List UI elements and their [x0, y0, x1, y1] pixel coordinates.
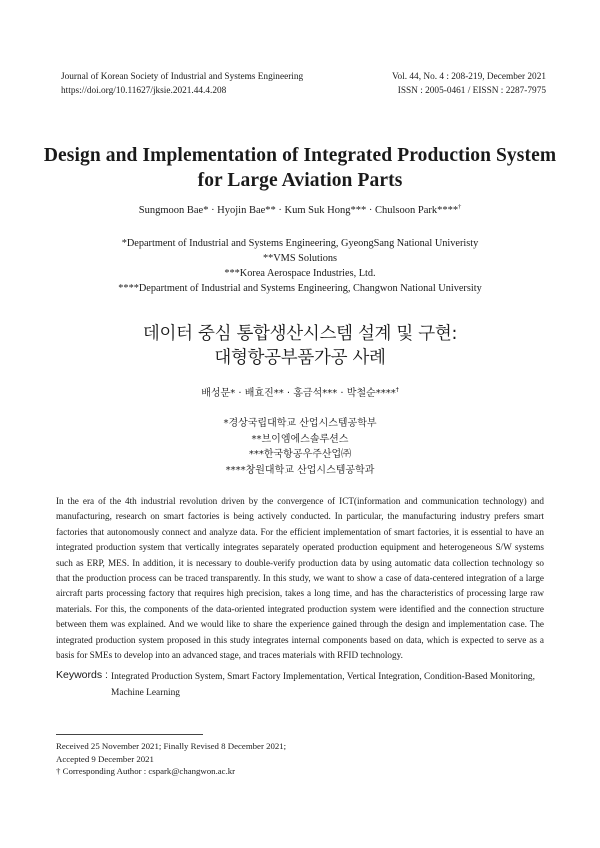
received-date: Received 25 November 2021; Finally Revised 8 December 2021; [56, 741, 287, 751]
abstract-text: In the era of the 4th industrial revolution driven by the convergence of ICT(information and communication technology) and manufacturing, research on smart factories is being actively conducted. In particular, the manufacturing industry prefers smart factories that autonomously connect and analyze data. For the efficient implementation of smart factories, it is essential to have an integrated production system that vertically integrates separately operated production equipment and heterogeneous S/W systems such as ERP, MES. In addition, it is necessary to double-verify production data by using automatic data collection technology so that the production process can be traced transparently. In this study, we want to show a case of data-centered integration of a large aircraft parts processing factory that requires high precision, takes a long time, and has the characteristics of processing large raw materials. For this, the components of the data-oriented integrated production system were identified and the connection structure between them was explained. And we would like to share the experience gained through the design and implementation case. The integrated production system proposed in this study integrates internal components based on data, which is expected to serve as a basis for SMEs to develop into an advanced stage, and traces materials with RFID technology. [56, 496, 544, 661]
corresponding-author: † Corresponding Author : cspark@changwon.ac.kr [56, 766, 236, 777]
footnote-divider [56, 734, 203, 735]
affiliation-en-1: *Department of Industrial and Systems Engineering, GyeongSang National Univeristy [121, 238, 479, 249]
affiliation-en-3: ***Korea Aerospace Industries, Ltd. [224, 268, 376, 279]
running-header-right [392, 70, 546, 98]
paper-title-line-1: Design and Implementation of Integrated Production System [43, 145, 557, 166]
paper-title-korean-line-1: 데이터 중심 통합생산시스템 설계 및 구현: [142, 324, 458, 344]
author-names-ko: 배성문* · 배효진** · 홍금석*** · 박철순**** [201, 388, 396, 399]
author-list-ko [0, 384, 600, 399]
journal-name: Journal of Korean Society of Industrial and Systems Engineering [61, 72, 304, 82]
author-names-en: Sungmoon Bae* · Hyojin Bae** · Kum Suk Hong*** · Chulsoon Park**** [138, 205, 459, 216]
accepted-date: Accepted 9 December 2021 [56, 753, 154, 764]
affiliation-ko-2: **브이엠에스솔루션스 [251, 433, 349, 445]
paper-title-korean [0, 322, 600, 370]
affiliation-en-4: ****Department of Industrial and Systems Engineering, Changwon National University [118, 283, 482, 294]
affiliation-ko-4: ****창원대학교 산업시스템공학과 [225, 464, 375, 476]
corresponding-mark: † [458, 203, 462, 211]
footnotes [56, 740, 286, 778]
affiliation-ko-1: *경상국립대학교 산업시스템공학부 [223, 418, 377, 429]
issn-info: ISSN : 2005-0461 / EISSN : 2287-7975 [397, 86, 546, 96]
paper-title [0, 143, 600, 193]
author-list-en [0, 205, 600, 216]
keywords-text: Integrated Production System, Smart Factory Implementation, Vertical Integration, Condition-Based Monitoring, Machine Learning [111, 672, 535, 698]
volume-info: Vol. 44, No. 4 : 208-219, December 2021 [392, 72, 546, 82]
affiliations-ko [0, 416, 600, 478]
corresponding-mark-ko: † [395, 386, 399, 394]
affiliation-ko-3: ***한국항공우주산업㈜ [248, 449, 352, 460]
keywords-label: Keywords : [56, 669, 108, 681]
paper-title-line-2: for Large Aviation Parts [197, 170, 403, 191]
affiliation-en-2: **VMS Solutions [262, 253, 338, 264]
doi-link[interactable]: https://doi.org/10.11627/jksie.2021.44.4.208 [61, 86, 227, 96]
affiliations-en [0, 236, 600, 296]
running-header-left [61, 70, 303, 98]
paper-title-korean-line-2: 대형항공부품가공 사례 [214, 348, 386, 368]
